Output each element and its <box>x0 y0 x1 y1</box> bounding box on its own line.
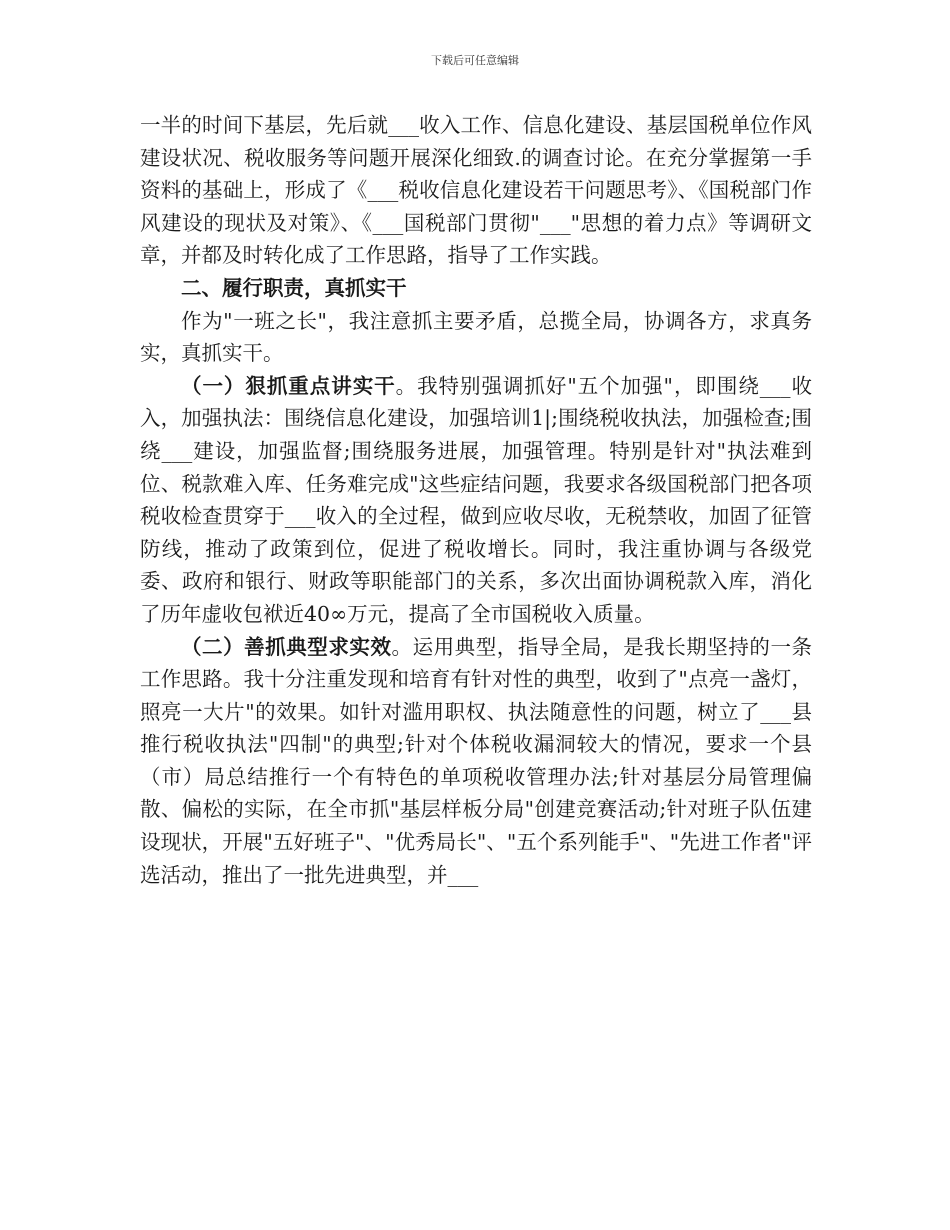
paragraph-typical-cases <box>140 631 812 892</box>
paragraph-leader-role: 作为"一班之长"，我注意抓主要矛盾，总揽全局，协调各方，求真务实，真抓实干。 <box>140 308 812 366</box>
section-heading: 二、履行职责，真抓实干 <box>181 275 407 300</box>
subsection-heading-two: （二）善抓典型求实效 <box>181 634 392 659</box>
paragraph-research: 一半的时间下基层，先后就___收入工作、信息化建设、基层国税单位作风建设状况、税收服务等问题开展深化细致.的调查讨论。在充分掌握第一手资料的基础上，形成了《___税收信息化建设若干问题思考》、《国税部门作风建设的现状及对策》、《___国税部门贯彻"___"思想的着力点》等调研文章，并都及时转化成了工作思路，指导了工作实践。 <box>140 113 812 268</box>
page-header: 下载后可任意编辑 <box>431 54 519 67</box>
subsection-heading-one: （一）狠抓重点讲实干 <box>181 373 396 398</box>
document-body <box>140 109 812 891</box>
paragraph-focus-points-text: 。我特别强调抓好"五个加强"，即围绕___收入，加强执法：围绕信息化建设，加强培训1|;围绕税收执法，加强检查;围绕___建设，加强监督;围绕服务进展，加强管理。特别是针对"执法难到位、税款难入库、任务难完成"这些症结问题，我要求各级国税部门把各项税收检查贯穿于___收入的全过程，做到应收尽收，无税禁收，加固了征管防线，推动了政策到位，促进了税收增长。同时，我注重协调与各级党委、政府和银行、财政等职能部门的关系，多次出面协调税款入库，消化了历年虚收包袱近40∞万元，提高了全市国税收入质量。 <box>140 373 813 626</box>
paragraph-focus-points <box>140 370 812 631</box>
paragraph-typical-cases-text: 。运用典型，指导全局，是我长期坚持的一条工作思路。我十分注重发现和培育有针对性的典型，收到了"点亮一盏灯，照亮一大片"的效果。如针对滥用职权、执法随意性的问题，树立了___县推行税收执法"四制"的典型;针对个体税收漏洞较大的情况，要求一个县（市）局总结推行一个有特色的单项税收管理办法;针对基层分局管理偏散、偏松的实际，在全市抓"基层样板分局"创建竞赛活动;针对班子队伍建设现状，开展"五好班子"、"优秀局长"、"五个系列能手"、"先进工作者"评选活动，推出了一批先进典型，并___ <box>140 634 813 887</box>
